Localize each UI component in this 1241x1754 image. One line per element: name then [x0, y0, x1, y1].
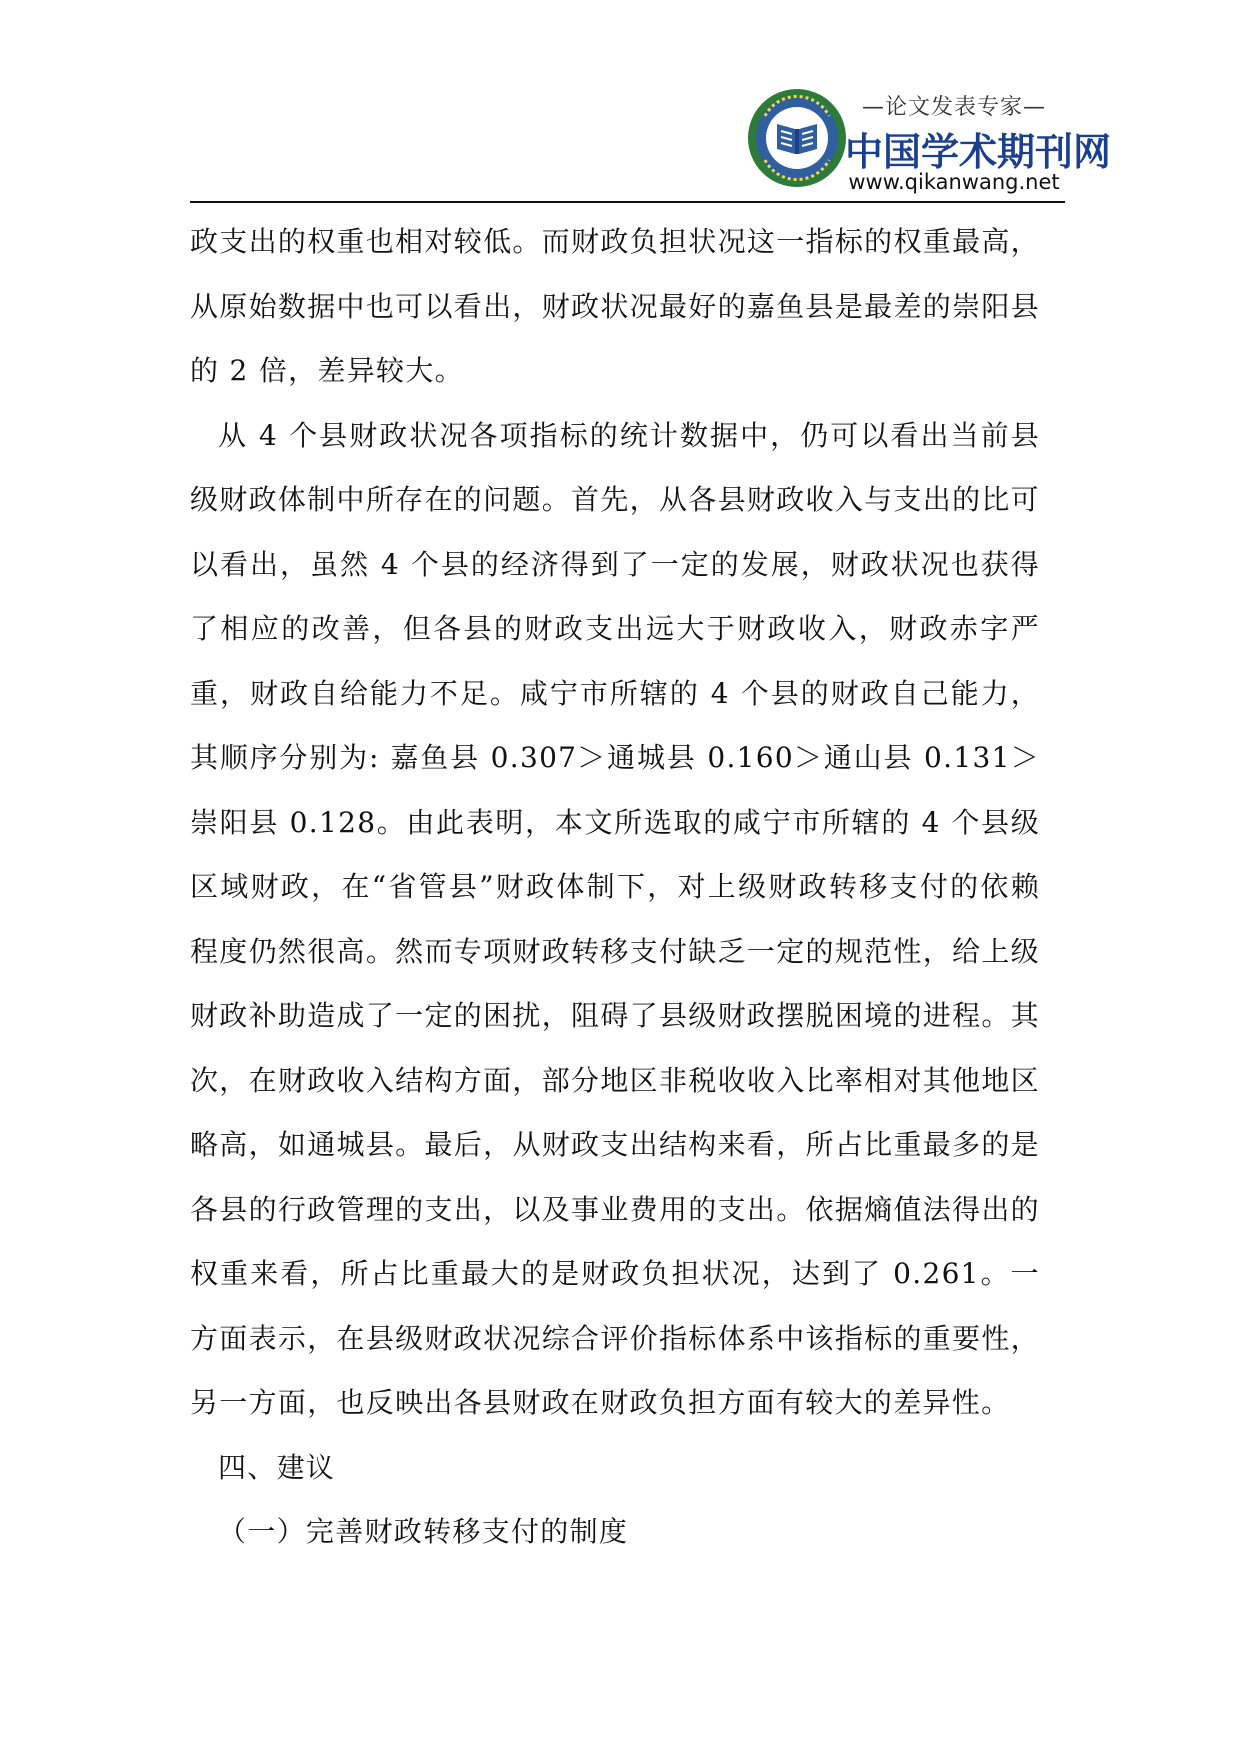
- logo-tagline: —论文发表专家—: [861, 95, 1046, 120]
- paragraph-analysis: 从 4 个县财政状况各项指标的统计数据中，仍可以看出当前县级财政体制中所存在的问题。首先，从各县财政收入与支出的比可以看出，虽然 4 个县的经济得到了一定的发展，财政状况也获得了相应的改善，但各县的财政支出远大于财政收入，财政赤字严重，财政自给能力不足。咸宁市所辖的 4 个县的财政自己能力，其顺序分别为: 嘉鱼县 0.307＞通城县 0.160＞通山县 0.131＞崇阳县 0.128。由此表明，本文所选取的咸宁市所辖的 4 个县级区域财政，在“省管县”财政体制下，对上级财政转移支付的依赖程度仍然很高。然而专项财政转移支付缺乏一定的规范性，给上级财政补助造成了一定的困扰，阻碍了县级财政摆脱困境的进程。其次，在财政收入结构方面，部分地区非税收收入比率相对其他地区略高，如通城县。最后，从财政支出结构来看，所占比重最多的是各县的行政管理的支出，以及事业费用的支出。依据熵值法得出的权重来看，所占比重最大的是财政负担状况，达到了 0.261。一方面表示，在县级财政状况综合评价指标体系中该指标的重要性，另一方面，也反映出各县财政在财政负担方面有较大的差异性。: [190, 418, 1040, 1419]
- document-body: [190, 210, 1040, 1565]
- section-heading: 四、建议: [218, 1450, 336, 1484]
- header-rule: [190, 201, 1065, 203]
- page-header: [190, 78, 1112, 204]
- publisher-logo: [745, 80, 1112, 198]
- logo-wordmark: [843, 80, 1112, 198]
- seal-icon: [745, 86, 849, 190]
- subsection-heading: （一）完善财政转移支付的制度: [218, 1515, 629, 1548]
- paragraph-continuation: 政支出的权重也相对较低。而财政负担状况这一指标的权重最高，从原始数据中也可以看出，财政状况最好的嘉鱼县是最差的崇阳县的 2 倍，差异较大。: [190, 225, 1040, 387]
- logo-site-url: www.qikanwang.net: [848, 170, 1060, 194]
- logo-brand-name: 中国学术期刊网: [845, 130, 1112, 174]
